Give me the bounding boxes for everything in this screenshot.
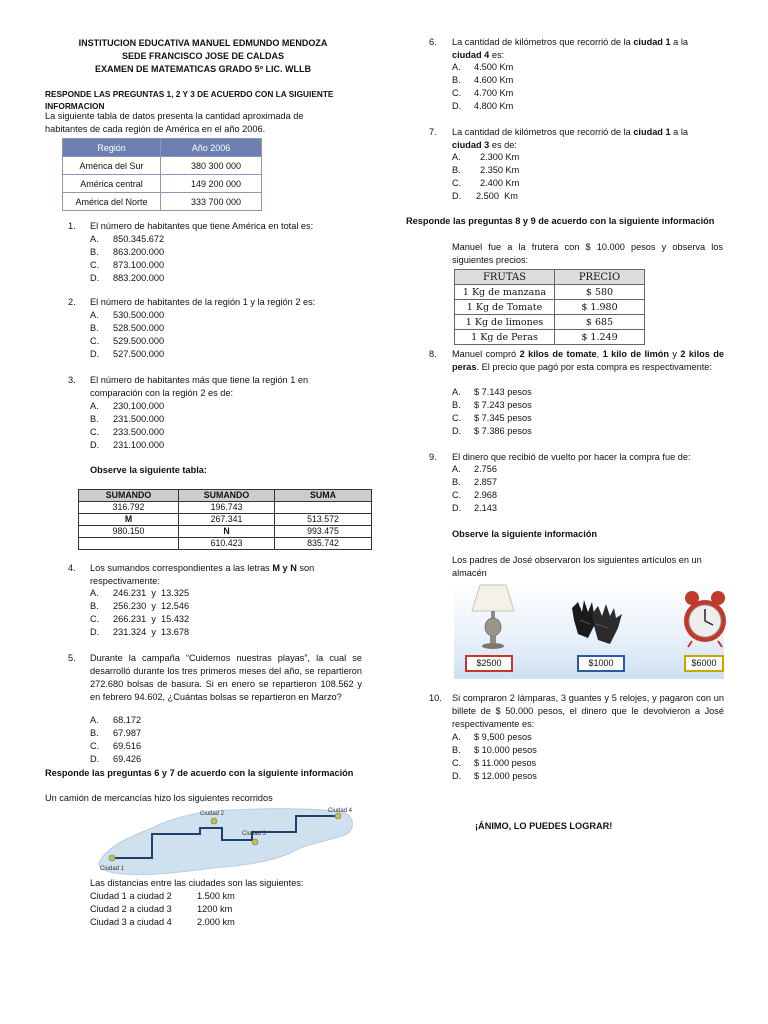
intro3-heading: Responde las preguntas 8 y 9 de acuerdo con la siguiente información: [406, 216, 715, 226]
option-letter: C.: [90, 260, 100, 270]
question-number: 7.: [429, 127, 437, 137]
gloves-price: $1000: [577, 655, 625, 672]
option-value: 4.600 Km: [474, 75, 514, 85]
lamp-price: $2500: [465, 655, 513, 672]
distance-route: Ciudad 1 a ciudad 2: [90, 891, 172, 901]
table-cell: 1 Kg de limones: [455, 315, 555, 330]
option-value: 2.143: [474, 503, 497, 513]
option-letter: D.: [452, 426, 462, 436]
option-letter: D.: [90, 349, 100, 359]
option-letter: A.: [452, 387, 461, 397]
option-value: 2.400 Km: [480, 178, 520, 188]
table-cell: $ 1.249: [555, 330, 645, 345]
map-region: [99, 809, 353, 875]
table-cell: 149 200 000: [161, 175, 262, 193]
option-letter: A.: [90, 715, 99, 725]
question-number: 10.: [429, 693, 442, 703]
question-text: El número de habitantes más que tiene la región 1 en: [90, 375, 309, 385]
question-number: 5.: [68, 653, 76, 663]
option-value: 883.200.000: [113, 273, 165, 283]
table-cell: [79, 538, 179, 550]
option-value: 850.345.672: [113, 234, 165, 244]
question-number: 6.: [429, 37, 437, 47]
route-map: [92, 806, 358, 878]
option-value: 2.968: [474, 490, 497, 500]
option-letter: B.: [452, 400, 461, 410]
option-value: $ 7.243 pesos: [474, 400, 532, 410]
option-letter: D.: [90, 440, 100, 450]
table-header: PRECIO: [555, 270, 645, 285]
option-letter: C.: [90, 427, 100, 437]
option-letter: B.: [90, 728, 99, 738]
question-text: La cantidad de kilómetros que recorrió de la ciudad 1 a la: [452, 127, 688, 137]
table-cell: $ 580: [555, 285, 645, 300]
option-letter: D.: [452, 191, 462, 201]
option-value: 231.324 y 13.678: [113, 627, 190, 637]
table-cell: N: [179, 526, 275, 538]
option-letter: C.: [90, 741, 100, 751]
city1-marker: [109, 855, 115, 861]
option-value: 2.350 Km: [480, 165, 520, 175]
option-value: 2.500 Km: [476, 191, 518, 201]
option-value: 69.516: [113, 741, 142, 751]
option-value: 4.700 Km: [474, 88, 514, 98]
option-letter: D.: [452, 503, 462, 513]
option-letter: A.: [90, 310, 99, 320]
question-text: Los sumandos correspondientes a las letras M y N son: [90, 563, 315, 573]
table-header: FRUTAS: [455, 270, 555, 285]
option-letter: B.: [90, 601, 99, 611]
distance-route: Ciudad 2 a ciudad 3: [90, 904, 172, 914]
table-cell: 333 700 000: [161, 193, 262, 211]
option-value: 68.172: [113, 715, 142, 725]
table-cell: 1 Kg de manzana: [455, 285, 555, 300]
option-letter: B.: [90, 414, 99, 424]
table-header: SUMANDO: [79, 490, 179, 502]
alarm-clock-image: [682, 589, 728, 649]
option-value: 266.231 y 15.432: [113, 614, 190, 624]
option-value: 231.100.000: [113, 440, 165, 450]
option-letter: C.: [452, 88, 462, 98]
option-letter: A.: [90, 234, 99, 244]
option-letter: A.: [90, 401, 99, 411]
question-text: La cantidad de kilómetros que recorrió de la ciudad 1 a la: [452, 37, 688, 47]
option-value: $ 7.386 pesos: [474, 426, 532, 436]
table-cell: 980.150: [79, 526, 179, 538]
intro1-text-cont: habitantes de cada región de América en el año 2006.: [45, 124, 266, 134]
option-value: 69.426: [113, 754, 142, 764]
option-value: 530.500.000: [113, 310, 165, 320]
question-text-cont: comparación con la región 2 es de:: [90, 388, 234, 398]
option-letter: D.: [90, 273, 100, 283]
table-cell: $ 1.980: [555, 300, 645, 315]
question-number: 2.: [68, 297, 76, 307]
option-letter: C.: [452, 490, 462, 500]
option-letter: B.: [452, 745, 461, 755]
question-number: 4.: [68, 563, 76, 573]
option-value: 67.987: [113, 728, 142, 738]
observe-table-label: Observe la siguiente tabla:: [90, 465, 207, 475]
option-value: 2.857: [474, 477, 497, 487]
option-value: $ 12.000 pesos: [474, 771, 537, 781]
table-cell: 196.743: [179, 502, 275, 514]
question-text: El número de habitantes de la región 1 y la región 2 es:: [90, 297, 316, 307]
option-value: $ 7.345 pesos: [474, 413, 532, 423]
question-text: El número de habitantes que tiene América en total es:: [90, 221, 314, 231]
table-header: Región: [63, 139, 161, 157]
closing-message: ¡ÁNIMO, LO PUEDES LOGRAR!: [475, 821, 613, 831]
gloves-image: [566, 598, 626, 646]
question-number: 8.: [429, 349, 437, 359]
table-cell: 1 Kg de Peras: [455, 330, 555, 345]
table-cell: 267.341: [179, 514, 275, 526]
distance-route: Ciudad 3 a ciudad 4: [90, 917, 172, 927]
table-cell: 835.742: [275, 538, 372, 550]
option-value: 256.230 y 12.546: [113, 601, 190, 611]
intro3-text: Manuel fue a la frutera con $ 10.000 pesos y observa los siguientes precios:: [452, 242, 723, 265]
city2-label: Ciudad 2: [200, 811, 225, 817]
option-letter: C.: [452, 413, 462, 423]
option-letter: C.: [90, 614, 100, 624]
fruit-price-table: [454, 269, 645, 345]
intro1-heading-cont: INFORMACION: [45, 101, 105, 111]
distance-value: 1.500 km: [197, 891, 235, 901]
table-cell: América del Sur: [63, 157, 161, 175]
intro1-heading: RESPONDE LAS PREGUNTAS 1, 2 Y 3 DE ACUERDO CON LA SIGUIENTE: [45, 89, 334, 99]
option-value: 527.500.000: [113, 349, 165, 359]
distance-value: 2.000 km: [197, 917, 235, 927]
city2-marker: [211, 818, 217, 824]
school-name: INSTITUCION EDUCATIVA MANUEL EDMUNDO MENDOZA: [78, 38, 328, 48]
option-value: 2.756: [474, 464, 497, 474]
option-value: 230.100.000: [113, 401, 165, 411]
option-letter: C.: [90, 336, 100, 346]
option-value: 233.500.000: [113, 427, 165, 437]
intro1-text: La siguiente tabla de datos presenta la cantidad aproximada de: [45, 111, 304, 121]
question-number: 1.: [68, 221, 76, 231]
question-text: Si compraron 2 lámparas, 3 guantes y 5 relojes, y pagaron con un billete de $ 50.000 pesos, el dinero que le devolvieron a José respectivamente es:: [452, 693, 724, 729]
option-value: $ 11.000 pesos: [474, 758, 537, 768]
option-letter: B.: [452, 477, 461, 487]
option-letter: A.: [452, 152, 461, 162]
option-value: 4.500 Km: [474, 62, 514, 72]
option-letter: B.: [90, 323, 99, 333]
option-letter: B.: [452, 165, 461, 175]
distances-title: Las distancias entre las ciudades son las siguientes:: [90, 878, 304, 888]
option-value: 528.500.000: [113, 323, 165, 333]
question-text-cont: respectivamente:: [90, 576, 160, 586]
option-letter: A.: [452, 464, 461, 474]
question-text: Durante la campaña “Cuidemos nuestras playas”, la cual se desarrolló durante los tres primeros meses del año, se repartieron 272.680 bolsas de basura. Si en enero se repartieron 108.562 y en febrero 94.602, ¿Cuántas bolsas se repartieron en Marzo?: [90, 653, 362, 702]
table-cell: 513.572: [275, 514, 372, 526]
option-value: $ 9,500 pesos: [474, 732, 532, 742]
table-cell: América del Norte: [63, 193, 161, 211]
option-letter: C.: [452, 758, 462, 768]
option-letter: A.: [452, 732, 461, 742]
table-cell: 380 300 000: [161, 157, 262, 175]
table-cell: $ 685: [555, 315, 645, 330]
question-number: 9.: [429, 452, 437, 462]
table-cell: M: [79, 514, 179, 526]
table-cell: América central: [63, 175, 161, 193]
option-value: $ 10.000 pesos: [474, 745, 537, 755]
table-cell: 1 Kg de Tomate: [455, 300, 555, 315]
option-letter: D.: [452, 771, 462, 781]
option-value: 2.300 Km: [480, 152, 520, 162]
option-value: 529.500.000: [113, 336, 165, 346]
city1-label: Ciudad 1: [100, 866, 125, 872]
campus-name: SEDE FRANCISCO JOSE DE CALDAS: [121, 51, 285, 61]
question-text-cont: ciudad 3 es de:: [452, 140, 517, 150]
question-text: Manuel compró 2 kilos de tomate, 1 kilo de limón y 2 kilos de peras. El precio que pagó por esta compra es respectivamente:: [452, 349, 724, 372]
question-number: 3.: [68, 375, 76, 385]
intro2-text: Un camión de mercancías hizo los siguientes recorridos: [45, 793, 273, 803]
option-value: 863.200.000: [113, 247, 165, 257]
option-letter: D.: [452, 101, 462, 111]
clock-price: $6000: [684, 655, 724, 672]
table-header: Año 2006: [161, 139, 262, 157]
city3-label: Ciudad 3: [242, 831, 267, 837]
exam-title: EXAMEN DE MATEMATICAS GRADO 5º LIC. WLLB: [95, 64, 311, 74]
lamp-image: [470, 583, 516, 653]
table-header: SUMANDO: [179, 490, 275, 502]
option-letter: B.: [90, 247, 99, 257]
question-text: El dinero que recibió de vuelto por hacer la compra fue de:: [452, 452, 691, 462]
distance-value: 1200 km: [197, 904, 233, 914]
table-cell: 316.792: [79, 502, 179, 514]
option-letter: B.: [452, 75, 461, 85]
table-cell: 610.423: [179, 538, 275, 550]
population-table: [62, 138, 262, 211]
city3-marker: [252, 839, 258, 845]
option-value: 231.500.000: [113, 414, 165, 424]
question-text-cont: ciudad 4 es:: [452, 50, 505, 60]
option-letter: C.: [452, 178, 462, 188]
sums-table: [78, 489, 372, 550]
option-value: 873.100.000: [113, 260, 165, 270]
option-letter: A.: [90, 588, 99, 598]
option-letter: D.: [90, 754, 100, 764]
option-value: 246.231 y 13.325: [113, 588, 190, 598]
option-value: 4.800 Km: [474, 101, 514, 111]
intro4-text: Los padres de José observaron los siguientes artículos en un almacén: [452, 555, 702, 578]
option-letter: A.: [452, 62, 461, 72]
option-value: $ 7.143 pesos: [474, 387, 532, 397]
option-letter: D.: [90, 627, 100, 637]
table-cell: [275, 502, 372, 514]
observe-info-label: Observe la siguiente información: [452, 529, 597, 539]
city4-label: Ciudad 4: [328, 808, 353, 814]
table-header: SUMA: [275, 490, 372, 502]
table-cell: 993.475: [275, 526, 372, 538]
intro2-heading: Responde las preguntas 6 y 7 de acuerdo con la siguiente información: [45, 768, 354, 778]
